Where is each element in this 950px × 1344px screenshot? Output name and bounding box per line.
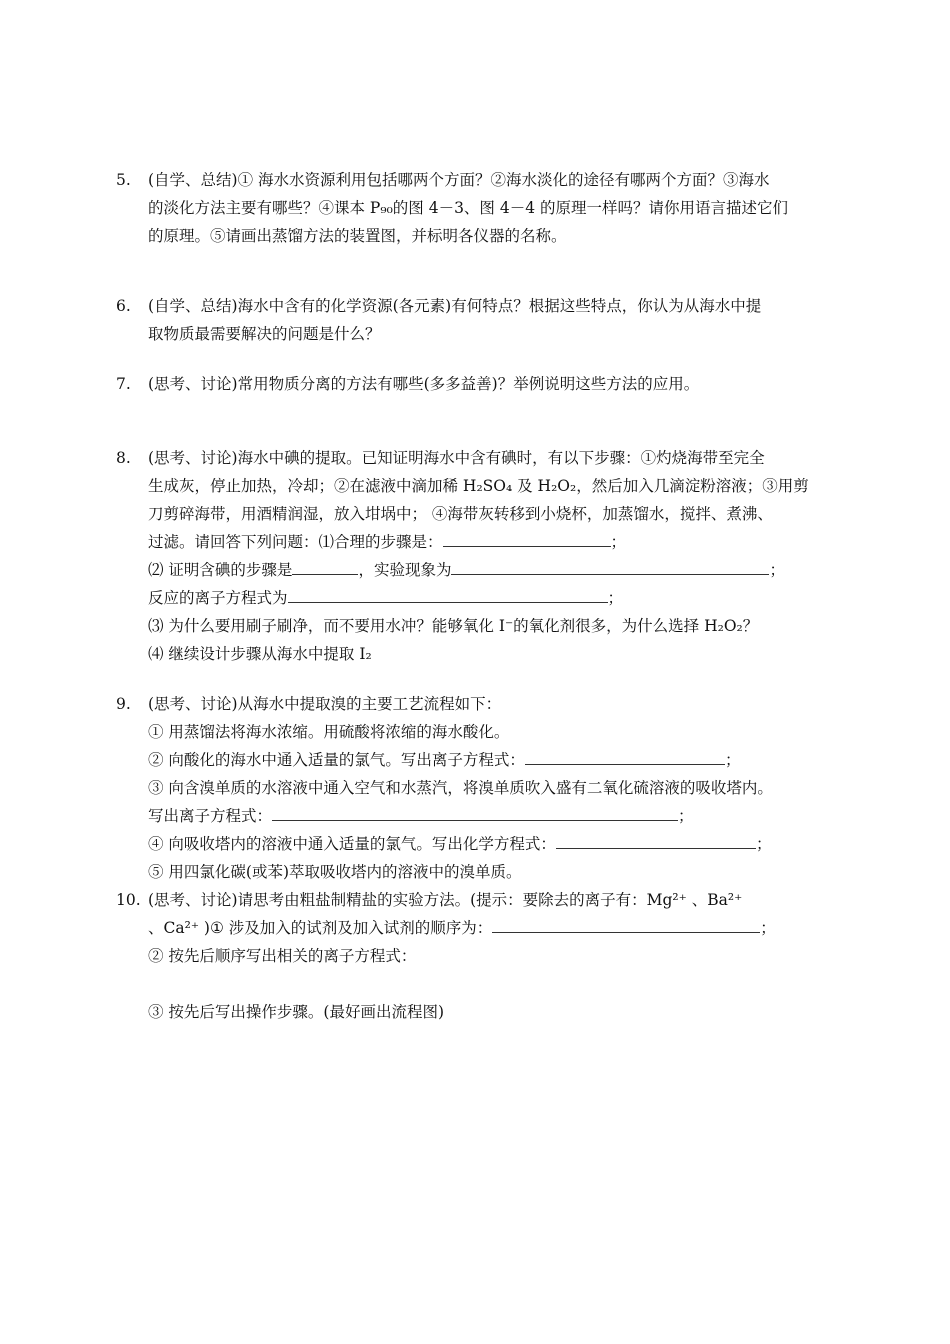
question-text-with-blank (148, 528, 846, 556)
question-text: (思考、讨论)常用物质分离的方法有哪些(多多益善)？举例说明这些方法的应用。 (148, 375, 700, 393)
question-number: 6. (116, 297, 131, 315)
question-text: 、Ca²⁺ )① 涉及加入的试剂及加入试剂的顺序为： (148, 919, 493, 937)
question-number: 7. (116, 375, 131, 393)
question-text: ① 用蒸馏法将海水浓缩。用硫酸将浓缩的海水酸化。 (148, 723, 510, 741)
question-7 (116, 370, 846, 398)
question-text: (思考、讨论)从海水中提取溴的主要工艺流程如下： (148, 695, 502, 713)
question-text: 刀剪碎海带，用酒精润湿，放入坩埚中； ④海带灰转移到小烧杯，加蒸馏水，搅拌、煮沸、 (148, 505, 773, 523)
question-text: ④ 向吸收塔内的溶液中通入适量的氯气。写出化学方程式： (148, 835, 556, 853)
answer-blank[interactable] (272, 806, 678, 821)
question-text-with-blank (148, 584, 846, 612)
question-9 (116, 690, 846, 886)
answer-blank[interactable] (443, 532, 611, 547)
answer-blank[interactable] (451, 560, 769, 575)
punctuation: ； (610, 533, 627, 551)
punctuation: ； (724, 751, 741, 769)
question-text: (思考、讨论)请思考由粗盐制精盐的实验方法。(提示：要除去的离子有：Mg²⁺ 、Ba²⁺ (148, 891, 743, 909)
question-text: ② 按先后顺序写出相关的离子方程式： (148, 947, 417, 965)
question-number: 9. (116, 695, 131, 713)
answer-blank[interactable] (288, 588, 608, 603)
question-text: 生成灰，停止加热，冷却；②在滤液中滴加稀 H₂SO₄ 及 H₂O₂，然后加入几滴淀粉溶液；③用剪 (148, 477, 809, 495)
question-text-with-blank (148, 914, 846, 942)
question-text: ⑶ 为什么要用刷子刷净，而不要用水冲？能够氧化 I⁻的氧化剂很多，为什么选择 H₂O₂？ (148, 617, 759, 635)
question-text: ⑵ 证明含碘的步骤是 (148, 561, 293, 579)
question-text: 过滤。请回答下列问题：⑴合理的步骤是： (148, 533, 443, 551)
question-number: 8. (116, 449, 131, 467)
question-text: 写出离子方程式： (148, 807, 273, 825)
question-text: (自学、总结)① 海水水资源利用包括哪两个方面？②海水淡化的途径有哪两个方面？③海水 (148, 171, 770, 189)
question-text: 的原理。⑤请画出蒸馏方法的装置图，并标明各仪器的名称。 (148, 227, 567, 245)
question-text: 的淡化方法主要有哪些？④课本 P₉₀的图 4－3、图 4－4 的原理一样吗？请你用语言描述它们 (148, 199, 789, 217)
punctuation: ； (760, 919, 776, 937)
question-text-with-blank (148, 830, 846, 858)
question-8 (116, 444, 846, 668)
question-text: ③ 向含溴单质的水溶液中通入空气和水蒸汽，将溴单质吹入盛有二氧化硫溶液的吸收塔内。 (148, 779, 773, 797)
punctuation: ； (678, 807, 694, 825)
question-text-with-blank (148, 556, 846, 584)
question-text: ③ 按先后写出操作步骤。(最好画出流程图) (148, 1003, 445, 1021)
answer-blank[interactable] (292, 560, 358, 575)
question-number: 5. (116, 171, 131, 189)
question-number: 10. (116, 891, 141, 909)
question-text: 反应的离子方程式为 (148, 589, 288, 607)
answer-blank[interactable] (525, 750, 725, 765)
answer-blank[interactable] (492, 918, 760, 933)
question-text: ⑷ 继续设计步骤从海水中提取 I₂ (148, 645, 372, 663)
question-text: (思考、讨论)海水中碘的提取。已知证明海水中含有碘时，有以下步骤：①灼烧海带至完全 (148, 449, 765, 467)
question-10 (116, 886, 846, 1026)
punctuation: ； (769, 561, 785, 579)
blank-space (148, 970, 846, 998)
answer-blank[interactable] (556, 834, 756, 849)
question-text: ⑤ 用四氯化碳(或苯)萃取吸收塔内的溶液中的溴单质。 (148, 863, 522, 881)
question-6 (116, 292, 846, 348)
question-text: ② 向酸化的海水中通入适量的氯气。写出离子方程式： (148, 751, 525, 769)
question-text-with-blank (148, 802, 846, 830)
question-text: ，实验现象为 (358, 561, 452, 579)
punctuation: ； (607, 589, 624, 607)
question-text: (自学、总结)海水中含有的化学资源(各元素)有何特点？根据这些特点，你认为从海水中提 (148, 297, 762, 315)
question-text-with-blank (148, 746, 846, 774)
question-5 (116, 166, 846, 250)
question-text: 取物质最需要解决的问题是什么？ (148, 325, 381, 343)
punctuation: ； (755, 835, 772, 853)
